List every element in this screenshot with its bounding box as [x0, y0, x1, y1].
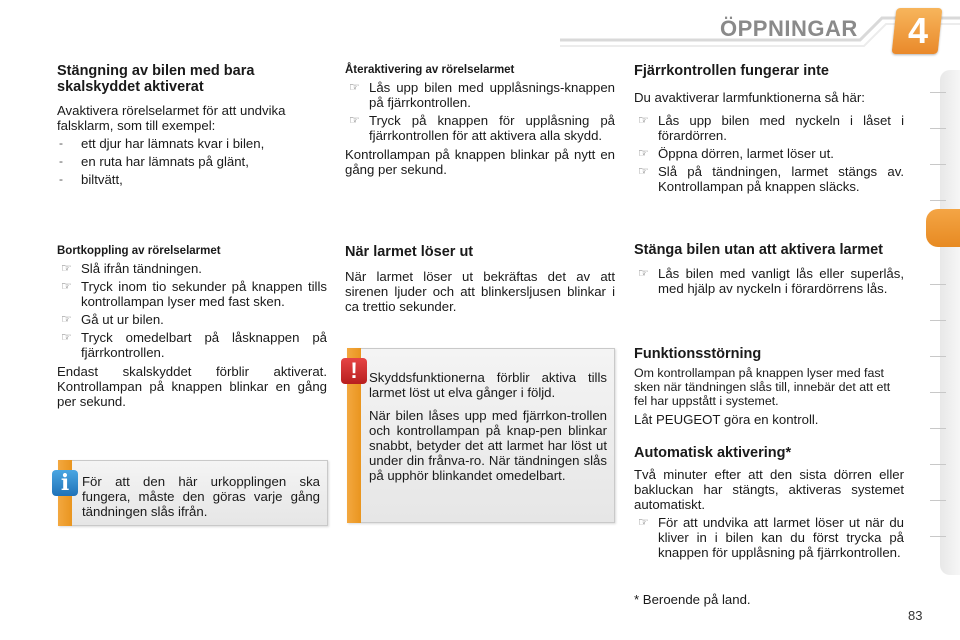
paragraph: Om kontrollampan på knappen lyser med fast sken när tändningen slås till, innebär det att ett fel har uppstått i systemet.: [634, 366, 891, 408]
list-item: ☞ Gå ut ur bilen.: [61, 312, 164, 327]
pointing-hand-icon: ☞: [638, 164, 649, 178]
section-reactivation: [345, 63, 615, 177]
list-item: ☞ Lås upp bilen med upplåsnings-knappen på fjärrkontrollen.: [349, 80, 615, 110]
section-remote-not-working: [634, 63, 904, 194]
section-title: Stängning av bilen med bara skalskyddet aktiverat: [57, 63, 255, 95]
paragraph: När larmet löser ut bekräftas det av att sirenen ljuder och att blinkersljusen blinkar i ca trettio sekunder.: [345, 269, 615, 314]
list-item: ☞ Öppna dörren, larmet löser ut.: [638, 146, 834, 161]
dash-marker: -: [59, 172, 63, 186]
list-item: ☞ Slå på tändningen, larmet stängs av. Kontrollampan på knappen släcks.: [638, 164, 904, 194]
side-tab-tick: [930, 536, 946, 537]
dash-marker: -: [59, 136, 63, 150]
pointing-hand-icon: ☞: [61, 312, 72, 326]
warning-box-text: [369, 370, 607, 483]
section-automatic-activation: [634, 445, 904, 560]
list-item: ☞ Tryck omedelbart på låsknappen på fjärrkontrollen.: [61, 330, 327, 360]
footnote: * Beroende på land.: [634, 592, 751, 607]
section-disable-motion: [57, 244, 327, 409]
side-tab-active[interactable]: [926, 209, 960, 247]
paragraph: Endast skalskyddet förblir aktiverat. Kontrollampan på knappen blinkar en gång per sekund.: [57, 364, 327, 409]
side-tab-tick: [930, 428, 946, 429]
pointing-hand-icon: ☞: [61, 330, 72, 344]
side-tab-tick: [930, 464, 946, 465]
info-icon: i: [52, 470, 78, 496]
section-subtitle: Återaktivering av rörelselarmet: [345, 64, 515, 76]
page-number: 83: [908, 608, 923, 623]
list-item: - ett djur har lämnats kvar i bilen,: [59, 136, 265, 151]
pointing-hand-icon: ☞: [638, 515, 649, 529]
paragraph: Låt PEUGEOT göra en kontroll.: [634, 412, 819, 427]
pointing-hand-icon: ☞: [61, 261, 72, 275]
list-item: - en ruta har lämnats på glänt,: [59, 154, 249, 169]
paragraph: Avaktivera rörelselarmet för att undvika falsklarm, som till exempel:: [57, 103, 286, 133]
section-title: När larmet löser ut: [345, 244, 474, 260]
paragraph: Kontrollampan på knappen blinkar på nytt en gång per sekund.: [345, 147, 615, 177]
pointing-hand-icon: ☞: [638, 146, 649, 160]
section-closing-shell-only: [57, 63, 327, 187]
section-subtitle: Bortkoppling av rörelselarmet: [57, 245, 221, 257]
side-tab-tick: [930, 392, 946, 393]
side-tab-tick: [930, 320, 946, 321]
list-item: ☞ För att undvika att larmet löser ut när du kliver in i bilen kan du först trycka på knappen för upplåsning på fjärrkontrollen.: [638, 515, 904, 560]
chapter-number: 4: [907, 10, 929, 51]
section-title: Stänga bilen utan att aktivera larmet: [634, 242, 883, 258]
paragraph: Två minuter efter att den sista dörren eller bakluckan har stängts, aktiveras systemet automatiskt.: [634, 467, 904, 512]
side-tab-tick: [930, 284, 946, 285]
paragraph: Du avaktiverar larmfunktionerna så här:: [634, 90, 865, 105]
paragraph: När bilen låses upp med fjärrkon-trollen och kontrollampan på knap-pen blinkar snabbt, betyder det att larmet har löst ut under din frånva-ro. När tändningen slås på upphör blinkandet omedelbart.: [369, 408, 607, 483]
list-item: ☞ Slå ifrån tändningen.: [61, 261, 202, 276]
paragraph: Skyddsfunktionerna förblir aktiva tills larmet löst ut elva gånger i följd.: [369, 370, 607, 400]
list-item: ☞ Tryck på knappen för upplåsning på fjärrkontrollen för att aktivera alla skydd.: [349, 113, 615, 143]
pointing-hand-icon: ☞: [638, 266, 649, 280]
side-tab-tick: [930, 92, 946, 93]
pointing-hand-icon: ☞: [61, 279, 72, 293]
list-item: ☞ Lås upp bilen med nyckeln i låset i förardörren.: [638, 113, 904, 143]
pointing-hand-icon: ☞: [349, 80, 360, 94]
side-tab-tick: [930, 164, 946, 165]
side-tab-tick: [930, 200, 946, 201]
dash-marker: -: [59, 154, 63, 168]
list-item: - biltvätt,: [59, 172, 123, 187]
section-malfunction: [634, 346, 904, 427]
list-item: ☞ Lås bilen med vanligt lås eller superlås, med hjälp av nyckeln i förardörrens lås.: [638, 266, 904, 296]
pointing-hand-icon: ☞: [638, 113, 649, 127]
section-title: Fjärrkontrollen fungerar inte: [634, 63, 829, 79]
side-tab-tick: [930, 356, 946, 357]
side-tab-tick: [930, 128, 946, 129]
pointing-hand-icon: ☞: [349, 113, 360, 127]
section-alarm-triggered: [345, 244, 615, 314]
section-lock-without-alarm: [634, 242, 904, 296]
list-item: ☞ Tryck inom tio sekunder på knappen tills kontrollampan lyser med fast sken.: [61, 279, 327, 309]
section-title: Funktionsstörning: [634, 346, 762, 362]
chapter-title: ÖPPNINGAR: [720, 16, 858, 41]
section-title: Automatisk aktivering*: [634, 445, 792, 461]
warning-icon: !: [341, 358, 367, 384]
info-box-text: För att den här urkopplingen ska fungera, måste den göras varje gång tändningen slås ifrån.: [82, 474, 320, 519]
side-tab-tick: [930, 500, 946, 501]
